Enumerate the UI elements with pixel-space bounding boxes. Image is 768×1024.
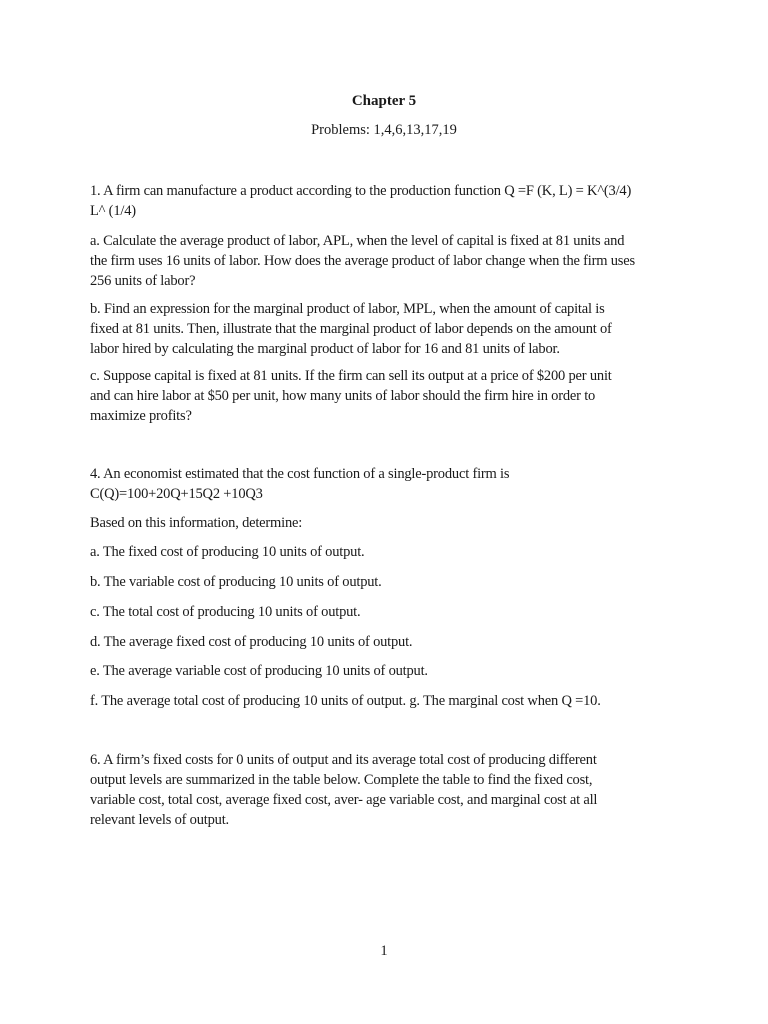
problem-1-stem <box>90 181 690 221</box>
text-line: and can hire labor at $50 per unit, how many units of labor should the firm hire in order to <box>90 388 596 404</box>
text-line: c. The total cost of producing 10 units of output. <box>90 604 361 620</box>
text-line: c. Suppose capital is fixed at 81 units. If the firm can sell its output at a price of $200 per unit <box>90 368 612 384</box>
text-line: b. Find an expression for the marginal product of labor, MPL, when the amount of capital is <box>90 301 605 317</box>
text-line: e. The average variable cost of producing 10 units of output. <box>90 663 428 679</box>
problem-4-part-c <box>90 602 690 622</box>
text-line: f. The average total cost of producing 10 units of output. g. The marginal cost when Q =10. <box>90 693 601 709</box>
text-line: a. Calculate the average product of labor, APL, when the level of capital is fixed at 81 units and <box>90 233 625 249</box>
problem-1-part-b <box>90 299 690 359</box>
text-line: b. The variable cost of producing 10 units of output. <box>90 574 382 590</box>
chapter-title: Chapter 5 <box>351 93 417 109</box>
text-line: 6. A firm’s fixed costs for 0 units of output and its average total cost of producing different <box>90 752 597 768</box>
problem-4-intro <box>90 513 690 533</box>
problem-4-part-d <box>90 632 690 652</box>
text-line: L^ (1/4) <box>90 203 136 219</box>
problem-4-stem <box>90 464 690 504</box>
text-line: labor hired by calculating the marginal product of labor for 16 and 81 units of labor. <box>90 341 560 357</box>
problem-4-part-fg <box>90 691 690 711</box>
problem-4-part-b <box>90 572 690 592</box>
text-line: a. The fixed cost of producing 10 units of output. <box>90 544 365 560</box>
cost-function: C(Q)=100+20Q+15Q2 +10Q3 <box>90 486 263 502</box>
text-line: the firm uses 16 units of labor. How does the average product of labor change when the firm uses <box>90 253 635 269</box>
text-line: output levels are summarized in the table below. Complete the table to find the fixed cost, <box>90 772 593 788</box>
text-line: variable cost, total cost, average fixed cost, aver- age variable cost, and marginal cost at all <box>90 792 598 808</box>
text-line: 1. A firm can manufacture a product according to the production function Q =F (K, L) = K^(3/4) <box>90 183 632 199</box>
problems-list: Problems: 1,4,6,13,17,19 <box>311 122 457 138</box>
problem-4-part-e <box>90 661 690 681</box>
text-line: Based on this information, determine: <box>90 515 303 531</box>
problem-1-part-a <box>90 231 690 291</box>
text-line: 4. An economist estimated that the cost function of a single-product firm is <box>90 466 510 482</box>
problem-6-stem <box>90 750 690 830</box>
text-line: relevant levels of output. <box>90 812 229 828</box>
text-line: fixed at 81 units. Then, illustrate that the marginal product of labor depends on the amount of <box>90 321 612 337</box>
text-line: 256 units of labor? <box>90 273 196 289</box>
text-line: maximize profits? <box>90 408 192 424</box>
problem-1-part-c <box>90 366 690 426</box>
page-number: 1 <box>380 943 388 959</box>
text-line: d. The average fixed cost of producing 10 units of output. <box>90 634 413 650</box>
problem-4-part-a <box>90 542 690 562</box>
